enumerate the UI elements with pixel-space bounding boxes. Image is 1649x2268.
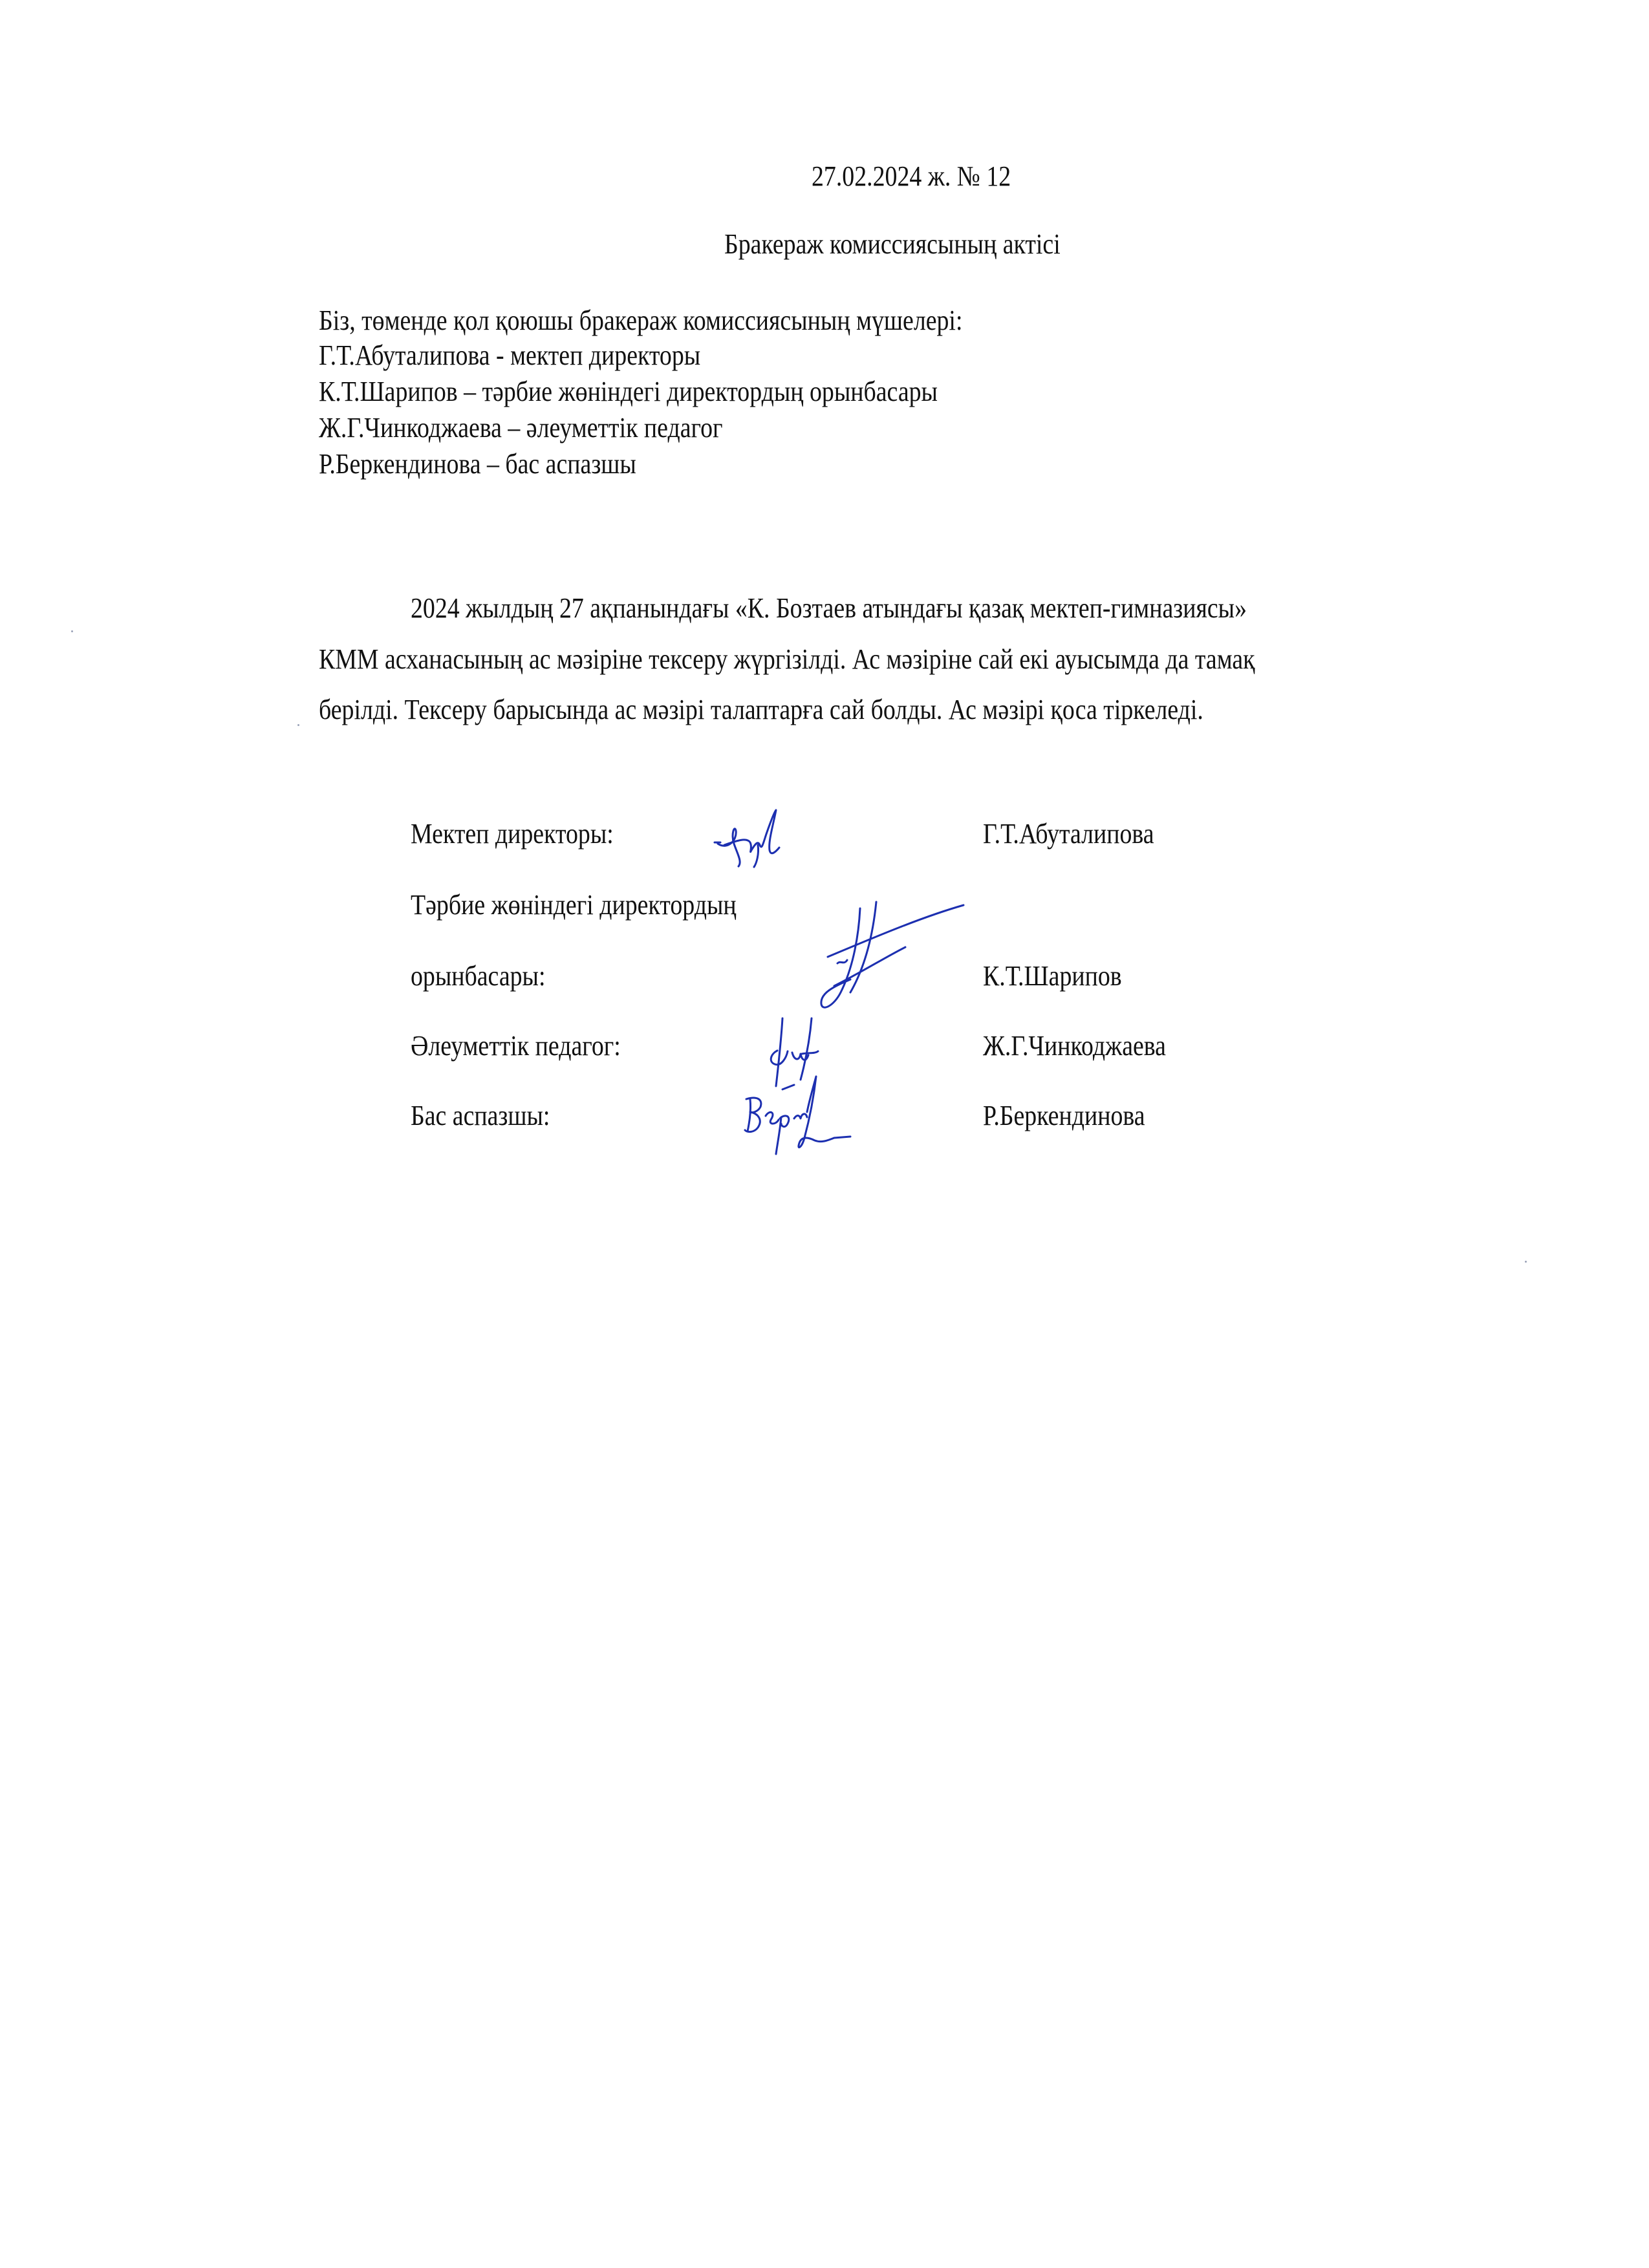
body-paragraph-line: КММ асханасының ас мәзіріне тексеру жүргізілді. Ас мәзіріне сай екі ауысымда да тамақ [319, 643, 1255, 675]
signature-role-deputy-line1: Тәрбие жөніндегі директордың [411, 889, 737, 921]
signature-role-head-cook: Бас аспазшы: [411, 1100, 550, 1131]
signature-name-social-pedagogue: Ж.Г.Чинкоджаева [983, 1030, 1166, 1062]
member-item: Ж.Г.Чинкоджаева – әлеуметтік педагог [319, 412, 723, 444]
member-item: Р.Беркендинова – бас аспазшы [319, 448, 636, 480]
signature-role-social-pedagogue: Әлеуметтік педагог: [411, 1030, 621, 1062]
signature-name-director: Г.Т.Абуталипова [983, 818, 1154, 850]
handwritten-signature-director [711, 805, 808, 870]
signature-name-deputy: К.Т.Шарипов [983, 960, 1122, 992]
member-item: Г.Т.Абуталипова - мектеп директоры [319, 339, 701, 371]
handwritten-signature-deputy [789, 895, 970, 1025]
scan-speck [71, 630, 73, 632]
member-item: К.Т.Шарипов – тәрбие жөніндегі директордың орынбасары [319, 376, 938, 407]
signature-role-deputy: орынбасары: [411, 960, 546, 992]
document-title: Бракераж комиссиясының актісі [724, 228, 1061, 260]
members-intro: Біз, төменде қол қоюшы бракераж комиссиясының мүшелері: [319, 305, 963, 336]
scan-speck [1525, 1261, 1527, 1263]
body-paragraph-line: 2024 жылдың 27 ақпанындағы «К. Бозтаев атындағы қазақ мектеп-гимназиясы» [411, 592, 1247, 624]
handwritten-signature-head-cook [737, 1073, 867, 1157]
document-number: 27.02.2024 ж. № 12 [812, 160, 1011, 192]
body-paragraph-line: берілді. Тексеру барысында ас мәзірі талаптарға сай болды. Ас мәзірі қоса тіркеледі. [319, 694, 1203, 725]
signature-role-director: Мектеп директоры: [411, 818, 614, 850]
scan-speck [297, 724, 299, 726]
signature-name-head-cook: Р.Беркендинова [983, 1100, 1145, 1131]
